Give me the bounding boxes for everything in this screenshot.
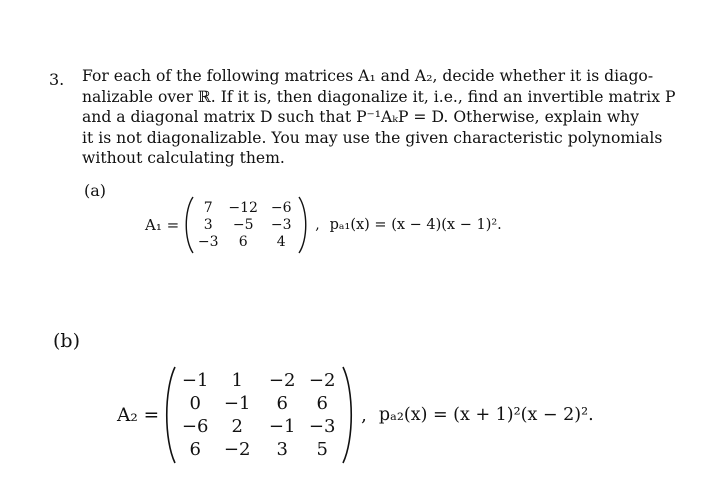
part-a-label: (a) — [84, 181, 107, 200]
part-b-matrix-block — [117, 366, 594, 464]
separator-comma: , — [361, 404, 367, 426]
matrix-cell: −3 — [308, 416, 336, 437]
matrix-cell: −5 — [232, 216, 254, 233]
matrix-cell: −6 — [181, 416, 209, 437]
matrix-cell: 5 — [316, 439, 328, 460]
matrix-a2 — [177, 369, 341, 461]
matrix-cell: 7 — [203, 199, 213, 216]
matrix-cell: −3 — [270, 216, 292, 233]
left-paren-icon — [163, 366, 177, 464]
separator-comma: , — [315, 217, 320, 233]
matrix-cell: 4 — [276, 233, 286, 250]
matrix-cell: 3 — [276, 439, 288, 460]
statement-line: nalizable over ℝ. If it is, then diagonalize it, i.e., find an invertible matrix P — [82, 87, 676, 106]
matrix-cell: 6 — [276, 393, 288, 414]
matrix-cell: −2 — [223, 439, 251, 460]
part-a-matrix-block — [145, 196, 502, 254]
matrix-cell: 3 — [203, 216, 213, 233]
problem-number: 3. — [49, 70, 65, 89]
left-paren-icon — [183, 196, 195, 254]
statement-line: without calculating them. — [82, 149, 285, 168]
matrix-cell: 6 — [189, 439, 201, 460]
right-paren-icon — [297, 196, 309, 254]
matrix-cell: 6 — [316, 393, 328, 414]
statement-line: and a diagonal matrix D such that P⁻¹AₖP = D. Otherwise, explain why — [82, 108, 640, 127]
matrix-a1 — [195, 200, 297, 251]
matrix-cell: −2 — [268, 370, 296, 391]
matrix-cell: 1 — [231, 370, 243, 391]
right-paren-icon — [341, 366, 355, 464]
problem-statement — [82, 66, 676, 169]
statement-line: it is not diagonalizable. You may use the given characteristic polynomials — [82, 128, 663, 147]
matrix-cell: −3 — [197, 233, 219, 250]
matrix-cell: −1 — [268, 416, 296, 437]
matrix-cell: 6 — [238, 233, 248, 250]
matrix-cell: 0 — [189, 393, 201, 414]
matrix-cell: 2 — [231, 416, 243, 437]
matrix-cell: −2 — [308, 370, 336, 391]
part-b-label: (b) — [53, 330, 80, 352]
char-poly-a2: pₐ₂(x) = (x + 1)²(x − 2)². — [378, 405, 594, 425]
matrix-a1-name: A₁ = — [145, 216, 180, 234]
matrix-cell: −12 — [228, 199, 258, 216]
matrix-a2-name: A₂ = — [117, 404, 160, 426]
statement-line: For each of the following matrices A₁ and A₂, decide whether it is diago- — [82, 67, 654, 85]
matrix-cell: −6 — [270, 199, 292, 216]
char-poly-a1: pₐ₁(x) = (x − 4)(x − 1)². — [329, 217, 502, 233]
matrix-cell: −1 — [223, 393, 251, 414]
matrix-cell: −1 — [181, 370, 209, 391]
